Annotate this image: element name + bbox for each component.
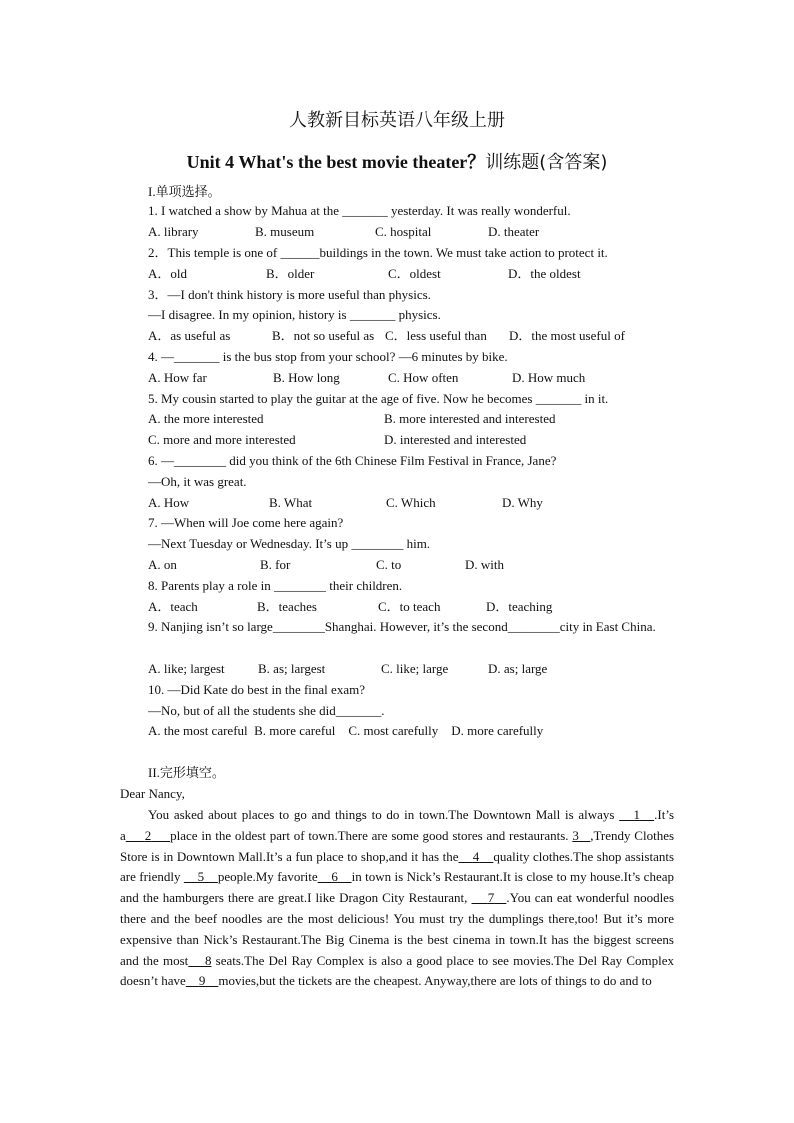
q9-option-d: D. as; large	[488, 661, 548, 676]
question-3-reply: —I disagree. In my opinion, history is _______ physics.	[148, 307, 441, 322]
page-title: 人教新目标英语八年级上册	[289, 110, 505, 131]
question-8: 8. Parents play a role in ________ their children.	[148, 578, 403, 593]
q6-option-b: B. What	[269, 495, 313, 510]
cloze-passage: You asked about places to go and things to do in town.The Downtown Mall is always 1 .It’s a 2 place in the oldest part of town.There are some good stores and restaurants. 3 ,Trendy Clothes Store is in Downtown Mall.It’s a fun place to shop,and it has the 4 quality clothes.The shop assistants are friendly 5 people.My favorite 6 in town is Nick’s Restaurant.It is close to my house.It’s cheap and the hamburgers there are great.I like Dragon City Restaurant, 7 .You can eat wonderful noodles there and the beef noodles are the most delicious! You must try the dumplings there,too! But it’s more expensive than Nick’s Restaurant.The Big Cinema is the best cinema in town.It has the biggest screens and the most 8 seats.The Del Ray Complex is also a good place to see movies.The Del Ray Complex doesn’t have 9 movies,but the tickets are the cheapest. Anyway,there are lots of things to do and to	[120, 807, 675, 989]
q3-option-c: C．less useful than	[385, 328, 487, 343]
blank-4[interactable]: 4	[472, 848, 480, 864]
q9-option-a: A. like; largest	[148, 661, 225, 676]
q9-option-c: C. like; large	[381, 661, 449, 676]
q2-option-d: D．the oldest	[508, 266, 581, 281]
q8-option-d: D．teaching	[486, 599, 553, 614]
question-4: 4. —_______ is the bus stop from your school? —6 minutes by bike.	[148, 349, 508, 364]
q6-option-d: D. Why	[502, 495, 543, 510]
q1-option-a: A. library	[148, 224, 199, 239]
blank-5[interactable]: 5	[197, 869, 205, 885]
blank-7[interactable]: 7	[487, 890, 495, 906]
question-9: 9. Nanjing isn’t so large________Shanghai. However, it’s the second________city in East China.	[148, 619, 656, 634]
q8-option-c: C．to teach	[378, 599, 441, 614]
q8-option-a: A．teach	[148, 599, 198, 614]
q7-option-d: D. with	[465, 557, 504, 572]
q3-option-b: B．not so useful as	[272, 328, 375, 343]
section-2-heading: II.完形填空。	[148, 765, 225, 780]
letter-greeting: Dear Nancy,	[120, 786, 185, 801]
q7-option-b: B. for	[260, 557, 291, 572]
question-1: 1. I watched a show by Mahua at the _______ yesterday. It was really wonderful.	[148, 203, 571, 218]
unit-title: Unit 4 What's the best movie theater？训练题(含答案)	[186, 152, 608, 173]
q7-option-a: A. on	[148, 557, 177, 572]
blank-2[interactable]: 2	[144, 827, 152, 843]
blank-9[interactable]: 9	[198, 973, 206, 989]
q4-option-a: A. How far	[148, 370, 207, 385]
question-7-reply: —Next Tuesday or Wednesday. It’s up ________ him.	[148, 536, 431, 551]
section-1-heading: I.单项选择。	[148, 184, 221, 199]
q5-option-a: A. the more interested	[148, 411, 264, 426]
q4-option-b: B. How long	[273, 370, 340, 385]
q5-option-b: B. more interested and interested	[384, 411, 556, 426]
question-3: 3．—I don't think history is more useful than physics.	[148, 287, 431, 302]
question-6: 6. —________ did you think of the 6th Chinese Film Festival in France, Jane?	[148, 453, 557, 468]
q2-option-b: B．older	[266, 266, 315, 281]
q6-option-c: C. Which	[386, 495, 436, 510]
q2-option-a: A．old	[148, 266, 188, 281]
q1-option-b: B. museum	[255, 224, 315, 239]
q3-option-a: A．as useful as	[148, 328, 231, 343]
q1-option-c: C. hospital	[375, 224, 432, 239]
blank-3[interactable]: 3	[572, 827, 579, 843]
question-10: 10. —Did Kate do best in the final exam?	[148, 682, 365, 697]
q2-option-c: C．oldest	[388, 266, 441, 281]
question-7: 7. —When will Joe come here again?	[148, 515, 344, 530]
question-5: 5. My cousin started to play the guitar at the age of five. Now he becomes _______ in it.	[148, 391, 609, 406]
q7-option-c: C. to	[376, 557, 402, 572]
blank-1[interactable]: 1	[633, 807, 640, 822]
q4-option-d: D. How much	[512, 370, 586, 385]
q5-option-c: C. more and more interested	[148, 432, 296, 447]
question-2: 2．This temple is one of ______buildings in the town. We must take action to protect it.	[148, 245, 608, 260]
blank-8[interactable]: 8	[204, 952, 212, 968]
q3-option-d: D．the most useful of	[509, 328, 625, 343]
question-10-reply: —No, but of all the students she did_______.	[148, 703, 385, 718]
q5-option-d: D. interested and interested	[384, 432, 527, 447]
q9-option-b: B. as; largest	[258, 661, 326, 676]
q8-option-b: B．teaches	[257, 599, 317, 614]
q1-option-d: D. theater	[488, 224, 540, 239]
question-6-reply: —Oh, it was great.	[148, 474, 247, 489]
q4-option-c: C. How often	[388, 370, 459, 385]
q10-options: A. the most careful B. more careful C. most carefully D. more carefully	[148, 723, 544, 738]
blank-6[interactable]: 6	[331, 869, 338, 885]
q6-option-a: A. How	[148, 495, 190, 510]
